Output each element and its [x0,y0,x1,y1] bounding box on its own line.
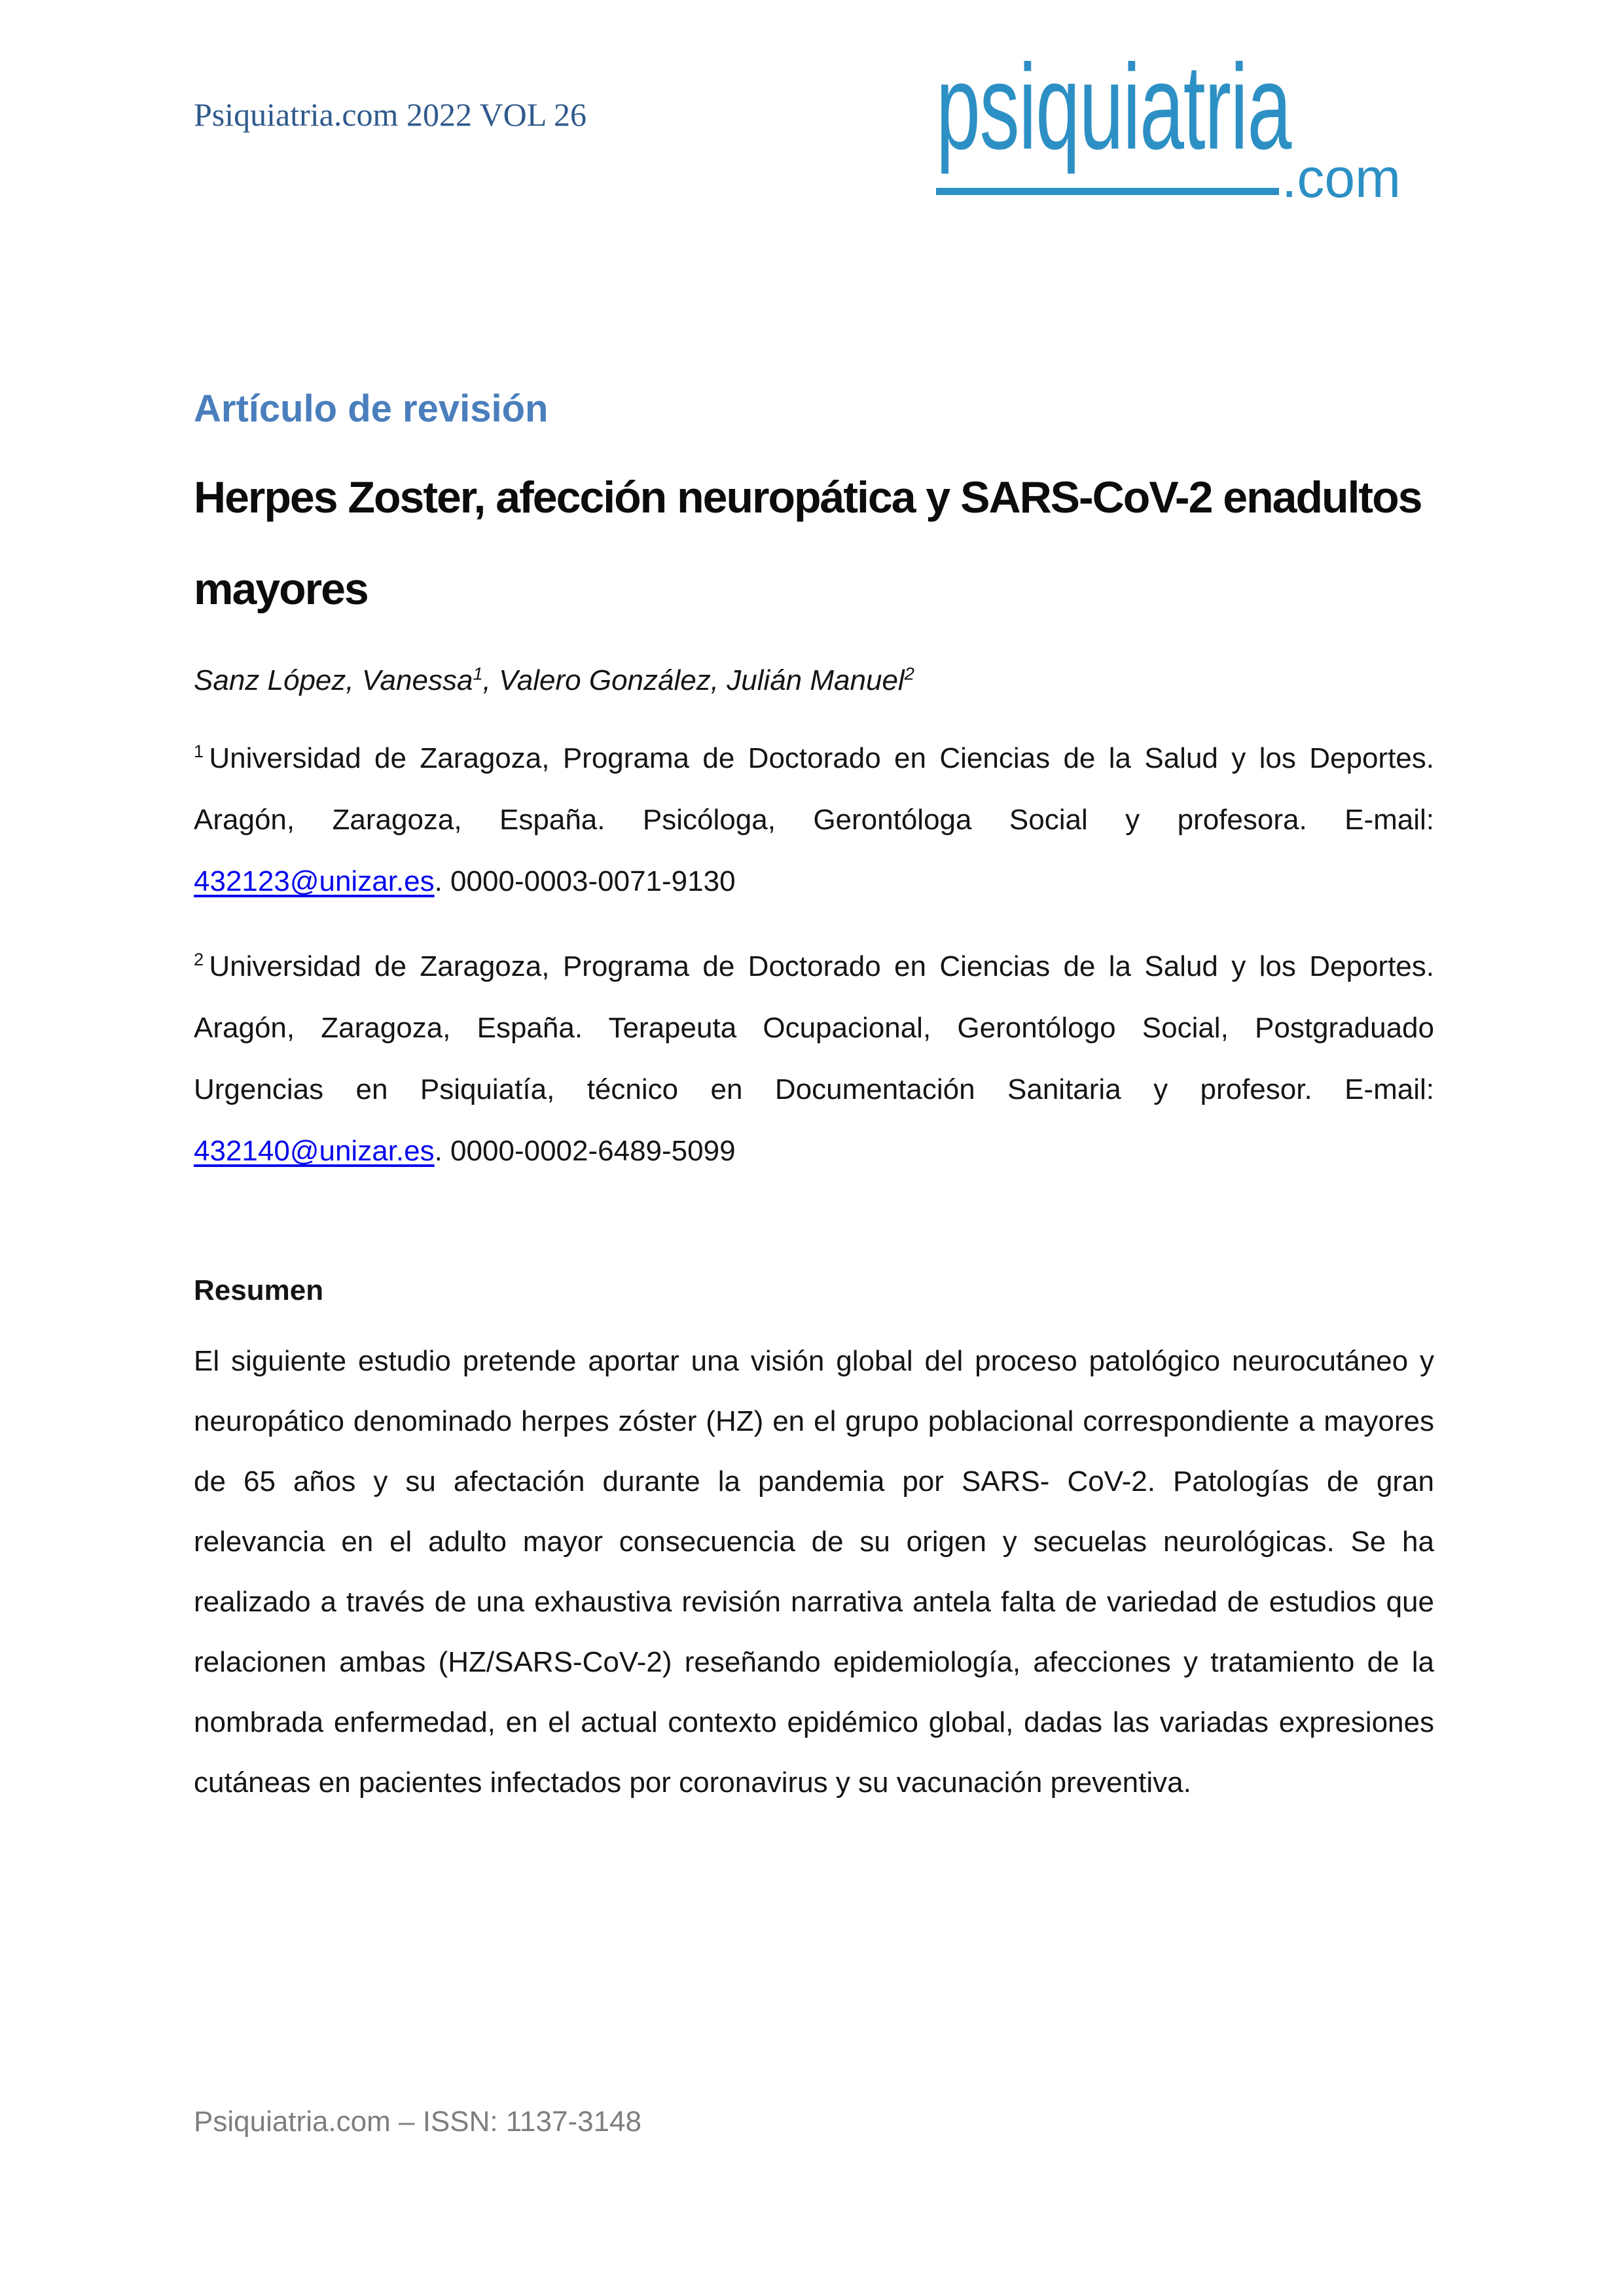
article-title-line-1: Herpes Zoster, afección neuropática y SARS-CoV-2 enadultos [194,472,1422,522]
affiliation-2-text: Universidad de Zaragoza, Programa de Doctorado en Ciencias de la Salud y los Deportes. Aragón, Zaragoza, España. Terapeuta Ocupacional, Gerontólogo Social, Postgraduado Urgencias en Psiquiatía, técnico en Documentación Sanitaria y profesor. E-mail: [194,950,1434,1105]
journal-header-text: Psiquiatria.com 2022 VOL 26 [194,96,586,133]
affiliation-1-text: Universidad de Zaragoza, Programa de Doctorado en Ciencias de la Salud y los Deportes. Aragón, Zaragoza, España. Psicóloga, Gerontóloga Social y profesora. E-mail: [194,742,1434,836]
logo-tld: .com [1282,147,1401,209]
affiliation-1-orcid: . 0000-0003-0071-9130 [434,865,736,897]
author-1-superscript: 1 [473,662,483,683]
authors-separator: , [482,664,499,696]
article-content [194,386,1434,1813]
authors-line [194,651,1434,711]
abstract-heading: Resumen [194,1274,324,1306]
article-title [194,452,1434,635]
logo-underline-bar [936,188,1279,195]
affiliation-2-superscript: 2 [194,948,204,969]
logo-wordmark: psiquiatria [936,40,1291,175]
affiliation-2-email-link[interactable]: 432140@unizar.es [194,1134,435,1167]
article-type-heading: Artículo de revisión [194,387,549,430]
affiliation-1-superscript: 1 [194,740,204,761]
author-1-name: Sanz López, Vanessa [194,664,473,696]
article-title-line-2: mayores [194,564,368,614]
affiliation-1 [194,728,1434,912]
author-2-superscript: 2 [904,662,914,683]
psiquiatria-logo [936,40,1402,209]
page-footer-issn: Psiquiatria.com – ISSN: 1137-3148 [194,2106,641,2138]
affiliation-1-email-link[interactable]: 432123@unizar.es [194,865,435,897]
abstract-paragraph: El siguiente estudio pretende aportar una visión global del proceso patológico neurocutáneo y neuropático denominado herpes zóster (HZ) en el grupo poblacional correspondiente a mayores de 65 años y su afectación durante la pandemia por SARS- CoV-2. Patologías de gran relevancia en el adulto mayor consecuencia de su origen y secuelas neurológicas. Se ha realizado a través de una exhaustiva revisión narrativa antela falta de variedad de estudios que relacionen ambas (HZ/SARS-CoV-2) reseñando epidemiología, afecciones y tratamiento de la nombrada enfermedad, en el actual contexto epidémico global, dadas las variadas expresiones cutáneas en pacientes infectados por coronavirus y su vacunación preventiva. [194,1344,1434,1799]
author-2-name: Valero González, Julián Manuel [499,664,905,696]
affiliation-2 [194,936,1434,1182]
affiliation-2-orcid: . 0000-0002-6489-5099 [434,1134,736,1167]
